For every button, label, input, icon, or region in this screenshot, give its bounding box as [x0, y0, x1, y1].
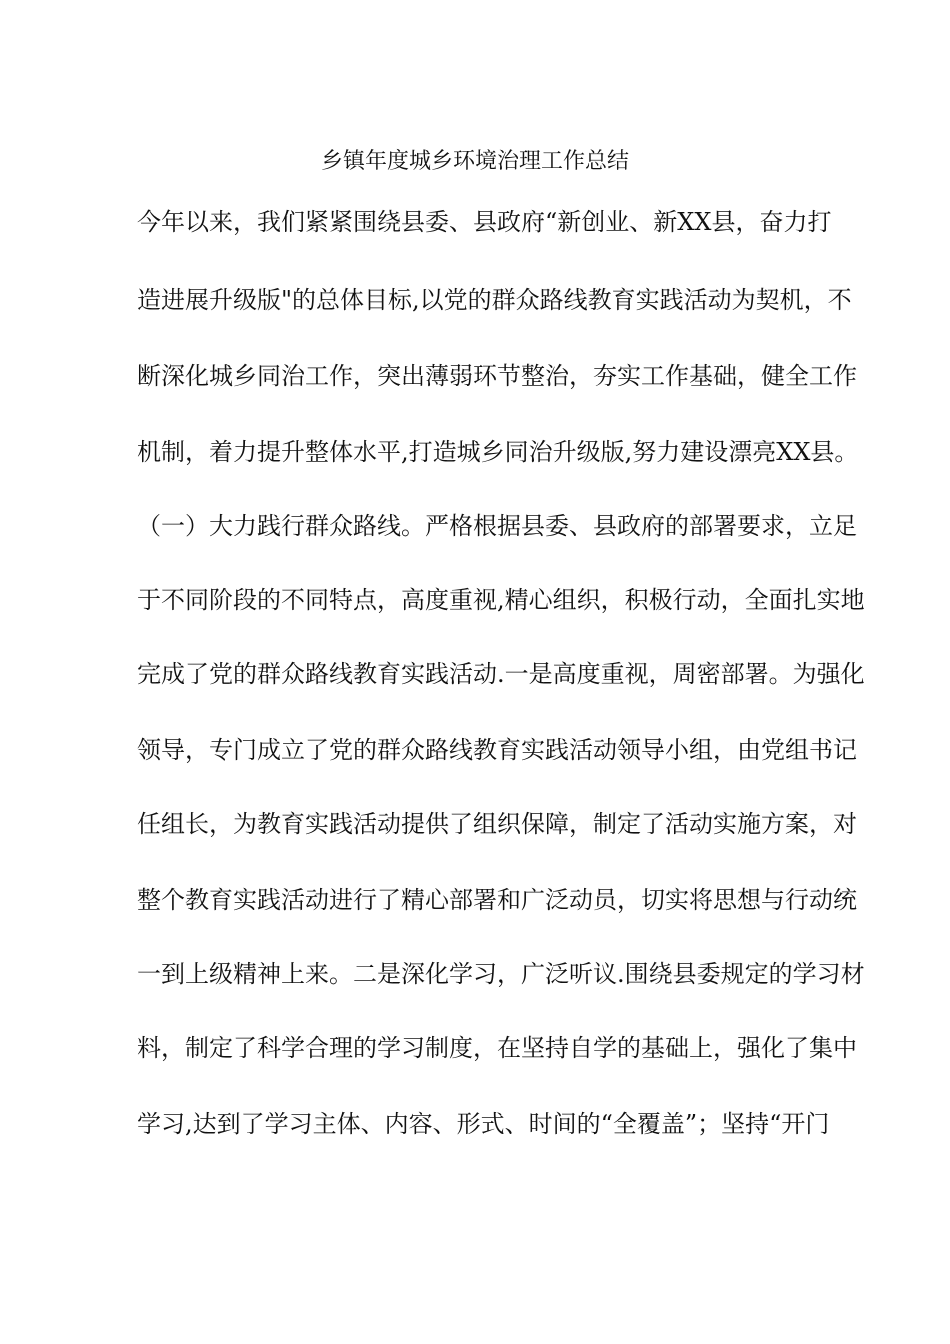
body-line-2: 造进展升级版"的总体目标,以党的群众路线教育实践活动为契机，不	[137, 286, 852, 314]
body-line-12: 料，制定了科学合理的学习制度，在坚持自学的基础上，强化了集中	[137, 1034, 857, 1062]
body-line-4: 机制，着力提升整体水平,打造城乡同治升级版,努力建设漂亮XX县。	[137, 438, 859, 466]
body-line-11: 一到上级精神上来。二是深化学习，广泛听议.围绕县委规定的学习材	[137, 960, 865, 988]
body-line-1: 今年以来，我们紧紧围绕县委、县政府“新创业、新XX县，奋力打	[137, 208, 832, 236]
body-line-13: 学习,达到了学习主体、内容、形式、时间的“全覆盖”；坚持“开门	[137, 1110, 830, 1138]
body-line-7: 完成了党的群众路线教育实践活动.一是高度重视，周密部署。为强化	[137, 660, 865, 688]
body-line-8: 领导，专门成立了党的群众路线教育实践活动领导小组，由党组书记	[137, 736, 857, 764]
body-line-5: （一）大力践行群众路线。严格根据县委、县政府的部署要求，立足	[137, 512, 857, 540]
document-title: 乡镇年度城乡环境治理工作总结	[320, 149, 629, 174]
body-line-9: 任组长，为教育实践活动提供了组织保障，制定了活动实施方案，对	[137, 810, 857, 838]
body-line-10: 整个教育实践活动进行了精心部署和广泛动员，切实将思想与行动统	[137, 886, 857, 914]
body-line-6: 于不同阶段的不同特点，高度重视,精心组织，积极行动，全面扎实地	[137, 586, 865, 614]
body-line-3: 断深化城乡同治工作，突出薄弱环节整治，夯实工作基础，健全工作	[137, 362, 857, 390]
